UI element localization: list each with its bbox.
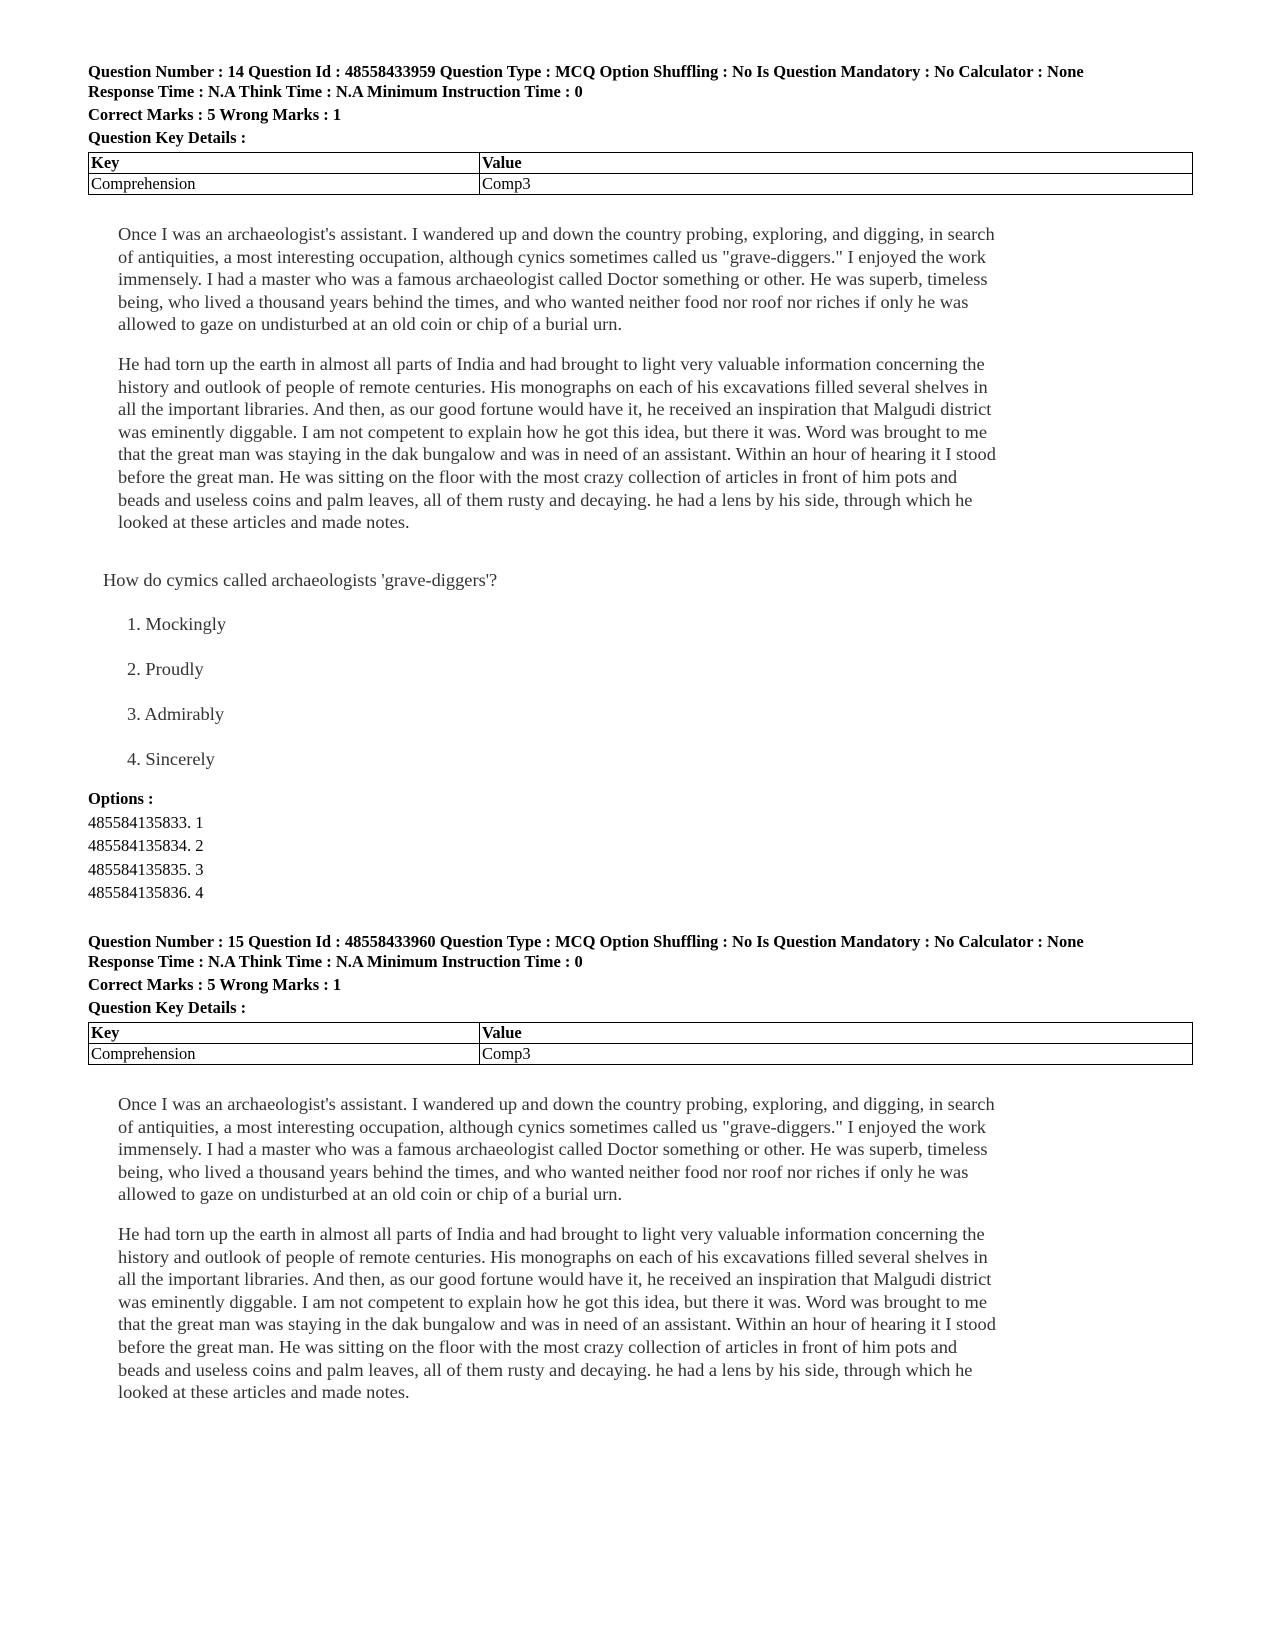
question-marks: Correct Marks : 5 Wrong Marks : 1 bbox=[88, 105, 342, 124]
key-table-header-key: Key bbox=[89, 1023, 480, 1044]
answer-choices bbox=[127, 613, 226, 793]
question-key-details-label: Question Key Details : bbox=[88, 128, 247, 147]
key-table-cell-value: Comp3 bbox=[480, 1044, 1193, 1065]
question-meta-line1: Question Number : 14 Question Id : 48558433959 Question Type : MCQ Option Shuffling : No Is Question Mandatory : No Calculator : None bbox=[88, 62, 1084, 81]
question-key-table bbox=[88, 152, 1193, 195]
comprehension-passage-q15 bbox=[118, 1093, 998, 1421]
option-id-2: 485584135834. 2 bbox=[88, 836, 204, 855]
key-table-header-value: Value bbox=[480, 153, 1193, 174]
passage-paragraph-2: He had torn up the earth in almost all parts of India and had brought to light very valuable information concerning the history and outlook of people of remote centuries. His monographs on each of his excavations filled several shelves in all the important libraries. And then, as our good fortune would have it, he received an inspiration that Malgudi district was eminently diggable. I am not competent to explain how he got this idea, but there it was. Word was brought to me that the great man was staying in the dak bungalow and was in need of an assistant. Within an hour of hearing it I stood before the great man. He was sitting on the floor with the most crazy collection of articles in front of him pots and beads and useless coins and palm leaves, all of them rusty and decaying. he had a lens by his side, through which he looked at these articles and made notes. bbox=[118, 353, 996, 533]
answer-choice-4: 4. Sincerely bbox=[127, 749, 215, 769]
key-table-row bbox=[89, 1044, 1193, 1065]
question-key-details-label: Question Key Details : bbox=[88, 998, 247, 1017]
passage-paragraph-2: He had torn up the earth in almost all parts of India and had brought to light very valuable information concerning the history and outlook of people of remote centuries. His monographs on each of his excavations filled several shelves in all the important libraries. And then, as our good fortune would have it, he received an inspiration that Malgudi district was eminently diggable. I am not competent to explain how he got this idea, but there it was. Word was brought to me that the great man was staying in the dak bungalow and was in need of an assistant. Within an hour of hearing it I stood before the great man. He was sitting on the floor with the most crazy collection of articles in front of him pots and beads and useless coins and palm leaves, all of them rusty and decaying. he had a lens by his side, through which he looked at these articles and made notes. bbox=[118, 1223, 996, 1403]
question-marks: Correct Marks : 5 Wrong Marks : 1 bbox=[88, 975, 342, 994]
passage-paragraph-1: Once I was an archaeologist's assistant. I wandered up and down the country probing, exploring, and digging, in search of antiquities, a most interesting occupation, although cynics sometimes called us "grave-diggers." I enjoyed the work immensely. I had a master who was a famous archaeologist called Doctor something or other. He was superb, timeless being, who lived a thousand years behind the times, and who wanted neither food nor roof nor riches if only he was allowed to gaze on undisturbed at an old coin or chip of a burial urn. bbox=[118, 224, 995, 335]
key-table-cell-key: Comprehension bbox=[89, 1044, 480, 1065]
question-14-header bbox=[88, 62, 1193, 195]
question-key-table bbox=[88, 1022, 1193, 1065]
options-list bbox=[88, 787, 204, 905]
answer-choice-1: 1. Mockingly bbox=[127, 614, 227, 634]
question-meta-line1: Question Number : 15 Question Id : 48558433960 Question Type : MCQ Option Shuffling : No Is Question Mandatory : No Calculator : None bbox=[88, 932, 1084, 951]
answer-choice-3: 3. Admirably bbox=[127, 704, 225, 724]
answer-choice-2: 2. Proudly bbox=[127, 659, 204, 679]
key-table-header-key: Key bbox=[89, 153, 480, 174]
question-15-header bbox=[88, 932, 1193, 1065]
key-table-header-row bbox=[89, 153, 1193, 174]
key-table-header-value: Value bbox=[480, 1023, 1193, 1044]
key-table-cell-key: Comprehension bbox=[89, 174, 480, 195]
option-id-3: 485584135835. 3 bbox=[88, 859, 204, 879]
passage-paragraph-1: Once I was an archaeologist's assistant. I wandered up and down the country probing, exploring, and digging, in search of antiquities, a most interesting occupation, although cynics sometimes called us "grave-diggers." I enjoyed the work immensely. I had a master who was a famous archaeologist called Doctor something or other. He was superb, timeless being, who lived a thousand years behind the times, and who wanted neither food nor roof nor riches if only he was allowed to gaze on undisturbed at an old coin or chip of a burial urn. bbox=[118, 1094, 995, 1205]
options-label: Options : bbox=[88, 789, 154, 808]
key-table-row bbox=[89, 174, 1193, 195]
question-meta-line2: Response Time : N.A Think Time : N.A Minimum Instruction Time : 0 bbox=[88, 952, 583, 971]
option-id-1: 485584135833. 1 bbox=[88, 812, 204, 832]
comprehension-passage-q14 bbox=[118, 223, 998, 551]
question-text: How do cymics called archaeologists 'grave-diggers'? bbox=[103, 570, 498, 590]
option-id-4: 485584135836. 4 bbox=[88, 883, 204, 902]
question-meta-line2: Response Time : N.A Think Time : N.A Minimum Instruction Time : 0 bbox=[88, 82, 583, 101]
key-table-header-row bbox=[89, 1023, 1193, 1044]
key-table-cell-value: Comp3 bbox=[480, 174, 1193, 195]
